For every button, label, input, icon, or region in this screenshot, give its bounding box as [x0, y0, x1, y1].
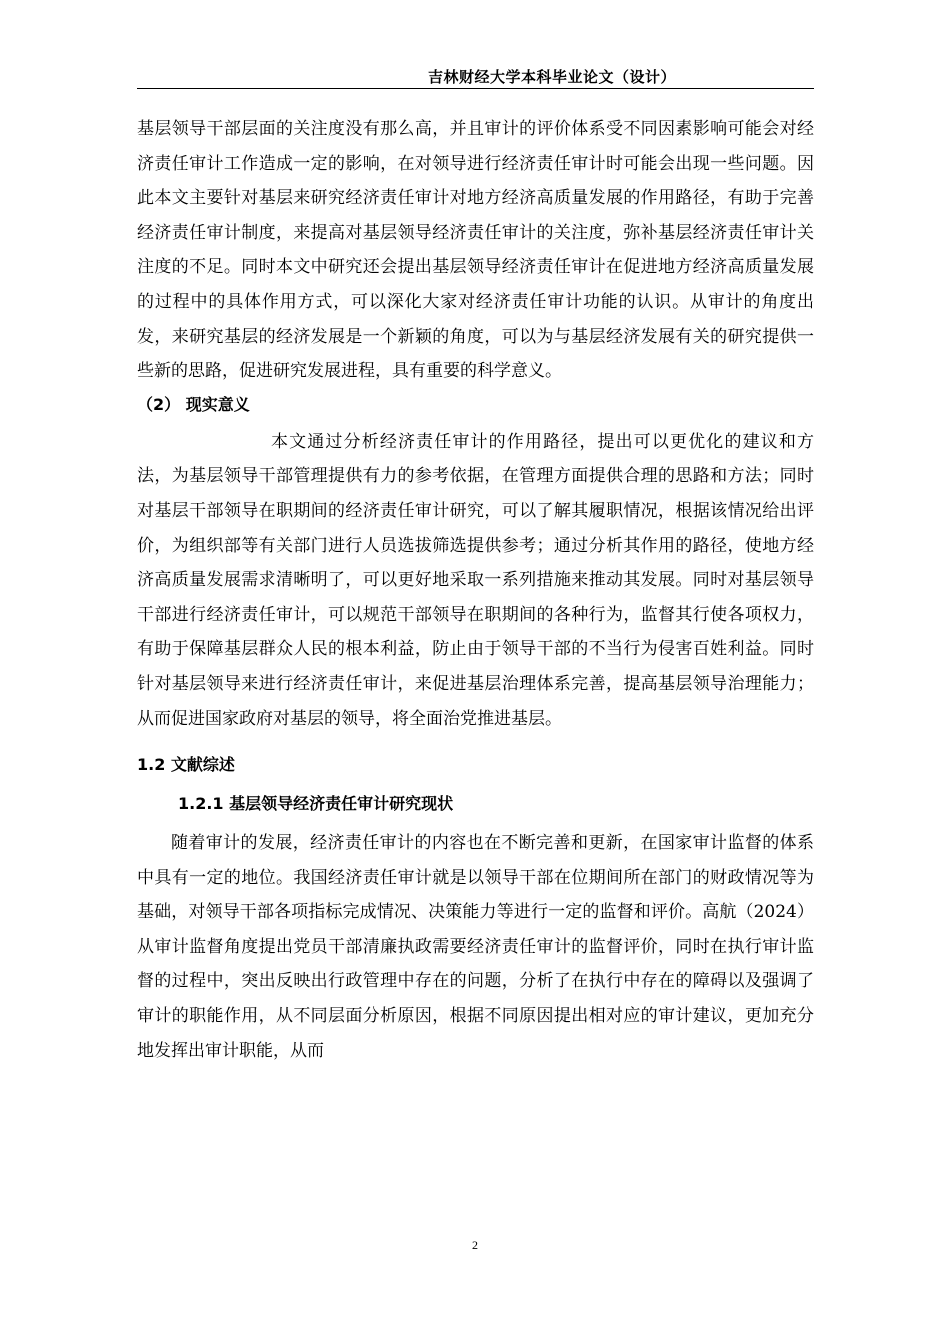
- heading-research-status: 1.2.1 基层领导经济责任审计研究现状: [178, 794, 454, 814]
- paragraph-practical-significance: 本文通过分析经济责任审计的作用路径，提出可以更优化的建议和方法，为基层领导干部管理提供有力的参考依据，在管理方面提供合理的思路和方法；同时对基层干部领导在职期间的经济责任审计研究，可以了解其履职情况，根据该情况给出评价，为组织部等有关部门进行人员选拔筛选提供参考；通过分析其作用的路径，使地方经济高质量发展需求清晰明了，可以更好地采取一系列措施来推动其发展。同时对基层领导干部进行经济责任审计，可以规范干部领导在职期间的各种行为，监督其行使各项权力，有助于保障基层群众人民的根本利益，防止由于领导干部的不当行为侵害百姓利益。同时针对基层领导来进行经济责任审计，来促进基层治理体系完善，提高基层领导治理能力；从而促进国家政府对基层的领导，将全面治党推进基层。: [137, 431, 814, 729]
- header-title: 吉林财经大学本科毕业论文（设计）: [427, 68, 676, 86]
- page-body: [137, 112, 814, 1068]
- paragraph-research-status: 随着审计的发展，经济责任审计的内容也在不断完善和更新，在国家审计监督的体系中具有一定的地位。我国经济责任审计就是以领导干部在位期间所在部门的财政情况等为基础，对领导干部各项指标完成情况、决策能力等进行一定的监督和评价。高航（2024）从审计监督角度提出党员干部清廉执政需要经济责任审计的监督评价，同时在执行审计监督的过程中，突出反映出行政管理中存在的问题，分析了在执行中存在的障碍以及强调了审计的职能作用，从不同层面分析原因，根据不同原因提出相对应的审计建议，更加充分地发挥出审计职能，从而: [137, 833, 814, 1061]
- page-header: [137, 64, 814, 89]
- paragraph-continuation: 基层领导干部层面的关注度没有那么高，并且审计的评价体系受不同因素影响可能会对经济责任审计工作造成一定的影响，在对领导进行经济责任审计时可能会出现一些问题。因此本文主要针对基层来研究经济责任审计对地方经济高质量发展的作用路径，有助于完善经济责任审计制度，来提高对基层领导经济责任审计的关注度，弥补基层经济责任审计关注度的不足。同时本文中研究还会提出基层领导经济责任审计在促进地方经济高质量发展的过程中的具体作用方式，可以深化大家对经济责任审计功能的认识。从审计的角度出发，来研究基层的经济发展是一个新颖的角度，可以为与基层经济发展有关的研究提供一些新的思路，促进研究发展进程，具有重要的科学意义。: [137, 119, 814, 382]
- heading-literature-review: 1.2 文献综述: [137, 755, 235, 775]
- page-number: 2: [472, 1238, 478, 1252]
- heading-practical-significance: （2） 现实意义: [137, 394, 250, 414]
